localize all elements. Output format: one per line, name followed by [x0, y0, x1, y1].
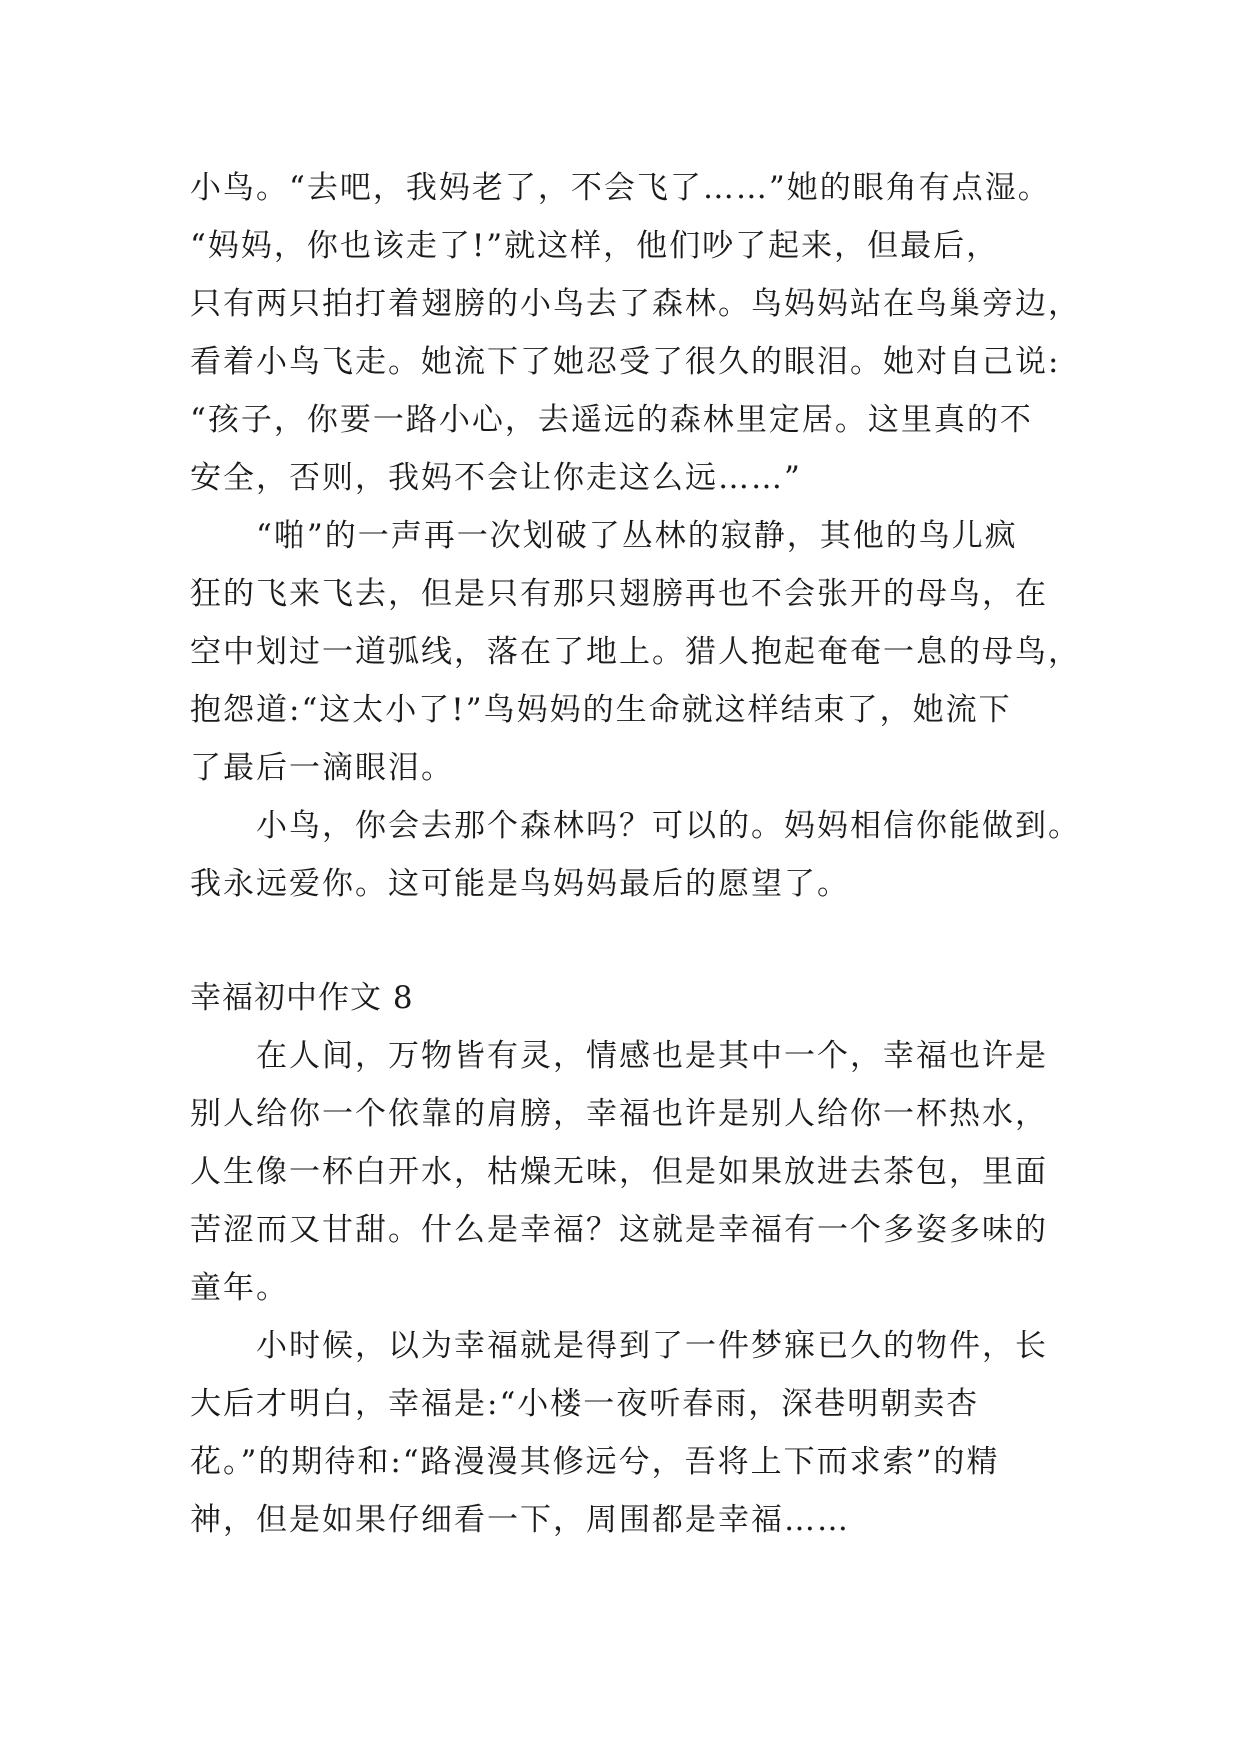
- text-line: 狂的飞来飞去，但是只有那只翅膀再也不会张开的母鸟，在: [190, 576, 1048, 612]
- paragraph-first-line: 小时候，以为幸福就是得到了一件梦寐已久的物件，长: [256, 1328, 1048, 1364]
- text-line: 大后才明白，幸福是:“小楼一夜听春雨，深巷明朝卖杏: [190, 1386, 980, 1422]
- text-line: 抱怨道:“这太小了!”鸟妈妈的生命就这样结束了，她流下: [190, 692, 1012, 728]
- paragraph-first-line: 小鸟，你会去那个森林吗？可以的。妈妈相信你能做到。: [256, 808, 1081, 844]
- text-line: 空中划过一道弧线，落在了地上。猎人抱起奄奄一息的母鸟，: [190, 634, 1081, 670]
- text-line: 只有两只拍打着翅膀的小鸟去了森林。鸟妈妈站在鸟巢旁边，: [190, 286, 1081, 322]
- text-line: 安全，否则，我妈不会让你走这么远……”: [190, 460, 802, 496]
- text-line: 童年。: [190, 1270, 289, 1306]
- text-line: “妈妈，你也该走了!”就这样，他们吵了起来，但最后，: [190, 228, 1000, 264]
- text-line: 我永远爱你。这可能是鸟妈妈最后的愿望了。: [190, 866, 850, 902]
- section-heading: 幸福初中作文 8: [190, 980, 414, 1016]
- text-line: 了最后一滴眼泪。: [190, 750, 454, 786]
- paragraph-first-line: 在人间，万物皆有灵，情感也是其中一个，幸福也许是: [256, 1038, 1048, 1074]
- text-line: “孩子，你要一路小心，去遥远的森林里定居。这里真的不: [190, 402, 1033, 438]
- text-line: 小鸟。“去吧，我妈老了，不会飞了……”她的眼角有点湿。: [190, 170, 1051, 206]
- text-line: 苦涩而又甘甜。什么是幸福？这就是幸福有一个多姿多味的: [190, 1212, 1048, 1248]
- paragraph-first-line: “啪”的一声再一次划破了丛林的寂静，其他的鸟儿疯: [256, 518, 1018, 554]
- text-line: 神，但是如果仔细看一下，周围都是幸福……: [190, 1502, 850, 1538]
- text-line: 看着小鸟飞走。她流下了她忍受了很久的眼泪。她对自己说:: [190, 344, 1061, 380]
- text-line: 人生像一杯白开水，枯燥无味，但是如果放进去茶包，里面: [190, 1154, 1048, 1190]
- text-line: 花。”的期待和:“路漫漫其修远兮，吾将上下而求索”的精: [190, 1444, 1000, 1480]
- text-line: 别人给你一个依靠的肩膀，幸福也许是别人给你一杯热水，: [190, 1096, 1048, 1132]
